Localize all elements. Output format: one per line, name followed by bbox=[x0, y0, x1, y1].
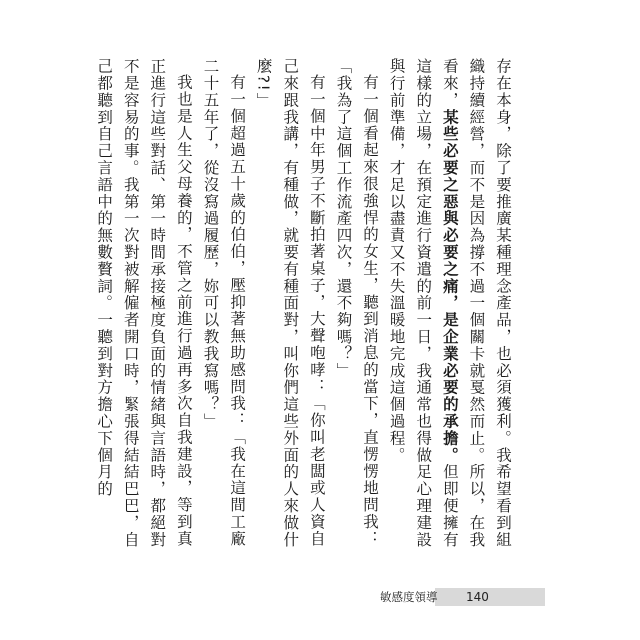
paragraph-text: 但即便擁有這樣的立場，在預定進行資遣的前一日，我通常也得做足心理建設與行前準備，才足以盡責又不失溫暖地完成這個過程。 bbox=[387, 58, 459, 549]
paragraph bbox=[92, 58, 197, 558]
body-text bbox=[92, 58, 516, 558]
paragraph-text: 有一個超過五十歲的伯伯，壓抑著無助感問我：「我在這間工廠二十五年了，從沒寫過履歷，妳可以教我寫嗎？」 bbox=[201, 58, 247, 547]
page-number-bar bbox=[435, 588, 545, 606]
paragraph-text: 存在本身，除了要推廣某種理念產品，也必須獲利。我希望看到組織持續經營，而不是因為撐不過一個關卡就戛然而止。所以，在我看來， bbox=[440, 58, 512, 549]
emphasis-text: 某些必要之惡與必要之痛，是企業必要的承擔。 bbox=[440, 108, 459, 464]
paragraph bbox=[383, 58, 516, 558]
running-title: 敏感度領導 bbox=[380, 590, 438, 604]
paragraph-text: 有一個中年男子不斷拍著桌子，大聲咆哮：「你叫老闆或人資自己來跟我講，有種做，就要有種面對，叫你們這些外面的人來做什麼?!」 bbox=[254, 58, 326, 549]
page-footer bbox=[0, 588, 640, 606]
page-number: 140 bbox=[466, 590, 489, 604]
paragraph bbox=[250, 58, 330, 558]
paragraph-text: 我也是人生父母養的，不管之前進行過再多次自我建設，等到真正進行這些對話、第一時間承接極度負面的情緒與言語時，都絕對不是容易的事。我第一次對被解僱者開口時，緊張得結結巴巴，自己都聽到自己言語中的無數贅詞。一聽到對方擔心下個月的 bbox=[95, 58, 193, 549]
paragraph bbox=[197, 58, 250, 558]
paragraph bbox=[330, 58, 383, 558]
paragraph-text: 有一個看起來很強悍的女生，聽到消息的當下，直愣愣地問我：「我為了這個工作流產四次，還不夠嗎？」 bbox=[334, 58, 380, 547]
